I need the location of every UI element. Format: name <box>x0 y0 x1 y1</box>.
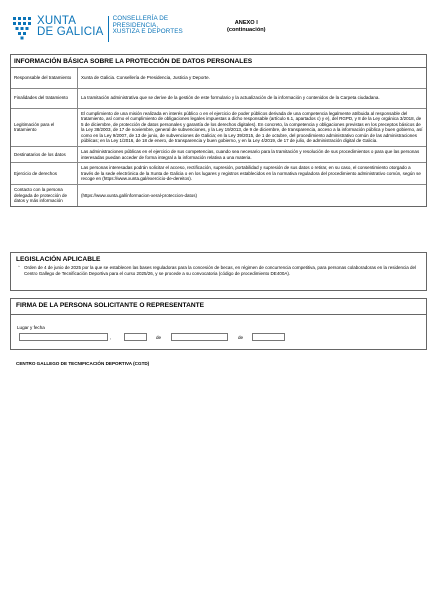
row-text: Las personas interesadas podrán solicitar el acceso, rectificación, supresión, portabilidad y supresión de sus datos o retirar, en su caso, el consentimiento otorgado a través de la sede electrónica de la Xunta de Galicia o en los lugares y registros establecidos en la normativa reguladora del procedimiento administrativo común, según se recoge en (https://www.xunta.gal/exercicio-de-dereitos). <box>78 163 427 185</box>
day-input[interactable] <box>124 333 147 341</box>
legislation-box <box>10 252 427 291</box>
data-protection-box <box>10 54 427 207</box>
row-text: Las administraciones públicas en el ejercicio de sus competencias, cuando sea necesario para la tramitación y resolución de sus procedimientos o para que las personas interesadas puedan acceder de forma integral a la información relativa a una materia. <box>78 147 427 163</box>
logo-line-1: XUNTA <box>37 15 77 27</box>
signature-title: FIRMA DE LA PERSONA SOLICITANTE O REPRESENTANTE <box>16 302 205 309</box>
annex-label <box>227 20 266 34</box>
table-row <box>11 68 426 88</box>
logo-divider <box>108 16 109 42</box>
logo-line-2: DE GALICIA <box>37 26 104 38</box>
year-input[interactable] <box>252 333 285 341</box>
signature-divider <box>11 314 426 315</box>
dept-line-3: XUSTIZA E DEPORTES <box>112 28 183 36</box>
dept-line-2: PRESIDENCIA, <box>112 21 159 29</box>
annex-title: ANEXO I <box>234 20 258 26</box>
xunta-emblem-icon <box>12 16 34 40</box>
table-row <box>11 185 426 206</box>
dept-line-1: CONSELLERÍA DE <box>112 15 169 22</box>
xunta-wordmark <box>37 16 104 38</box>
row-label: Finalidades del tratamiento <box>11 88 78 108</box>
row-label: Destinatarios de los datos <box>11 147 78 163</box>
table-row <box>11 147 426 163</box>
row-text: Xunta de Galicia. Consellería de Presidencia, Justicia y Deporte. <box>81 74 210 80</box>
table-row <box>11 108 426 147</box>
row-label: Contacto con la persona delegada de protección de datos y más información <box>11 185 78 206</box>
xunta-logo <box>12 16 183 42</box>
row-text: La tramitación administrativa que se derive de la gestión de este formulario y la actualización de la información y contenidos de la Carpeta ciudadana. <box>78 88 427 108</box>
place-date-label: Lugar y fecha <box>17 325 45 330</box>
month-input[interactable] <box>171 333 228 341</box>
data-protection-table <box>11 68 426 206</box>
data-protection-title: INFORMACIÓN BÁSICA SOBRE LA PROTECCIÓN DE DATOS PERSONALES <box>11 55 426 68</box>
row-text: El cumplimiento de una misión realizada en interés público o en el ejercicio de poder públicos derivada de una competencia legalmente atribuida al responsable del tratamiento, así como el cumplimiento de obligaciones legales impuestas a dicho responsable (artículo 6.1, apartados c) y e), del RGPD, y 8 de la Ley orgánica 3/2018, de 5 de diciembre, de protección de datos personales y garantía de los derechos digitales). En concreto, la competencia y obligaciones previstas en los preceptos básicos de la Ley 38/2003, de 17 de noviembre, general de subvenciones, y la Ley 19/2013, de 9 de diciembre, de transparencia, acceso a la información pública y buen gobierno, así como en la Ley 9/2007, de 13 de junio, de subvenciones de Galicia; en la Ley 39/2015, de 1 de octubre, del procedimiento administrativo común de las administraciones públicas; en la Ley 1/2016, de 18 de enero, de transparencia y buen gobierno, y en la Ley 4/2019, de 17 de julio, de administración digital de Galicia. <box>78 108 427 147</box>
footer-center-name: CENTRO GALLEGO DE TECNIFICACIÓN DEPORTIVA (CGTD) <box>16 361 150 366</box>
legislation-title: LEGISLACIÓN APLICABLE <box>16 256 101 263</box>
row-text: (https://www.xunta.gal/informacion-xeral-proteccion-datos) <box>78 185 427 206</box>
annex-subtitle: (continuación) <box>227 27 266 33</box>
row-label: Ejercicio de derechos <box>11 163 78 185</box>
row-label: Responsable del tratamiento <box>11 68 78 88</box>
table-row <box>11 163 426 185</box>
place-input[interactable] <box>19 333 108 341</box>
document-header <box>12 16 427 50</box>
department-name <box>113 16 183 36</box>
signature-box <box>10 298 427 350</box>
de-separator-1: de <box>156 335 162 340</box>
table-row <box>11 88 426 108</box>
list-item: ◦ Orden de 4 de junio de 2025 por la que se establecen las bases reguladoras para la concesión de becas, en régimen de concurrencia competitiva, para personas colaboradoras en la residencia del Centro Gallego de Tecnificación Deportiva para el curso 2025/26, y se procede a su convocatoria (código de procedimiento DE400A). <box>24 265 420 276</box>
comma-separator: , <box>110 335 112 340</box>
de-separator-2: de <box>238 335 244 340</box>
row-label: Legitimación para el tratamiento <box>11 108 78 147</box>
